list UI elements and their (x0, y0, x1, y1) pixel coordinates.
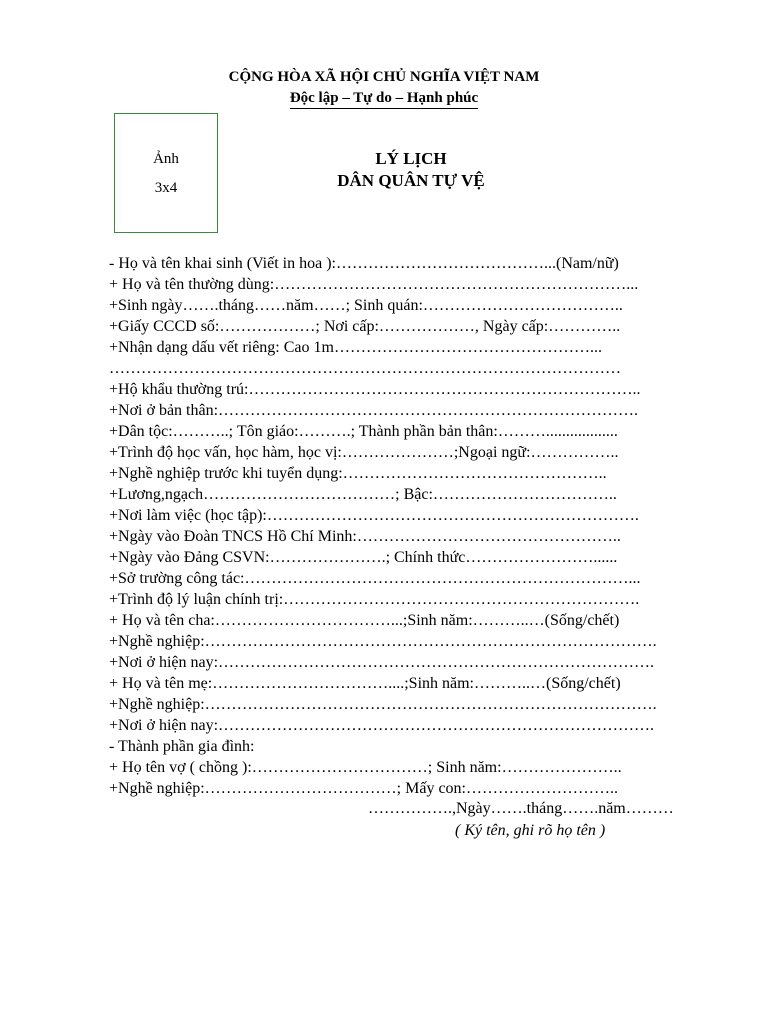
signature-date-line: …………….,Ngày…….tháng…….năm……… (368, 800, 674, 817)
field-mother-address: +Nơi ở hiện nay:………………………………………………………………………. (109, 717, 655, 734)
field-identifying-marks: +Nhận dạng dấu vết riêng: Cao 1m…………………………………………... (109, 339, 602, 356)
field-salary-grade: +Lương,ngạch………………………………; Bậc:…………………………….. (109, 486, 617, 503)
motto-text: Độc lập – Tự do – Hạnh phúc (290, 90, 478, 109)
field-permanent-residence: +Hộ khẩu thường trú:……………………………………………………………….. (109, 381, 641, 398)
field-previous-occupation: +Nghề nghiệp trước khi tuyển dụng:………………………………………….. (109, 465, 607, 482)
field-spouse-name: + Họ tên vợ ( chồng ):……………………………; Sinh năm:………………….. (109, 759, 622, 776)
motto (0, 88, 768, 108)
photo-placeholder (114, 113, 218, 233)
field-father-name: + Họ và tên cha:……………………………...;Sinh năm:………..…(Sống/chết) (109, 612, 620, 629)
national-title: CỘNG HÒA XÃ HỘI CHỦ NGHĨA VIỆT NAM (228, 69, 540, 85)
signature-note: ( Ký tên, ghi rõ họ tên ) (455, 822, 606, 839)
photo-label: Ảnh (153, 151, 179, 167)
photo-size: 3x4 (154, 180, 178, 196)
field-birth-date-place: +Sinh ngày…….tháng……năm……; Sinh quán:……………………………….. (109, 297, 623, 314)
field-party-date: +Ngày vào Đảng CSVN:………………….; Chính thức……………………...... (109, 549, 618, 566)
field-father-address: +Nơi ở hiện nay:………………………………………………………………………. (109, 654, 655, 671)
field-father-occupation: +Nghề nghiệp:…………………………………………………………………………. (109, 633, 657, 650)
field-political-theory: +Trình độ lý luận chính trị:…………………………………………………………. (109, 591, 640, 608)
field-mother-name: + Họ và tên mẹ:……………………………....;Sinh năm:………..…(Sống/chết) (109, 675, 621, 692)
document-title: LÝ LỊCH (375, 149, 447, 168)
field-youth-union-date: +Ngày vào Đoàn TNCS Hồ Chí Minh:………………………………………….. (109, 528, 621, 545)
document-subtitle: DÂN QUÂN TỰ VỆ (337, 171, 485, 190)
form-fields (109, 253, 749, 799)
field-common-name: + Họ và tên thường dùng:…………………………………………………………... (109, 276, 639, 293)
field-ethnicity-religion: +Dân tộc:………..; Tôn giáo:……….; Thành phần bản thân:……….................. (109, 423, 618, 440)
field-workplace: +Nơi làm việc (học tập):……………………………………………………………. (109, 507, 639, 524)
field-spouse-occupation: +Nghề nghiệp:………………………………; Mấy con:……………………….. (109, 780, 618, 797)
field-continuation-line: …………………………………………………………………………………… (109, 360, 621, 377)
field-birth-name: - Họ và tên khai sinh (Viết in hoa ):…………………………………...(Nam/nữ) (109, 255, 619, 272)
field-id-card: +Giấy CCCD số:………………; Nơi cấp:………………, Ngày cấp:………….. (109, 318, 621, 335)
field-family-background: - Thành phần gia đình: (109, 738, 255, 755)
field-work-strengths: +Sở trường công tác:………………………………………………………………... (109, 570, 641, 587)
field-mother-occupation: +Nghề nghiệp:…………………………………………………………………………. (109, 696, 657, 713)
field-current-address: +Nơi ở bản thân:……………………………………………………………………. (109, 402, 639, 419)
field-education: +Trình độ học vấn, học hàm, học vị:…………………;Ngoại ngữ:…………….. (109, 444, 619, 461)
